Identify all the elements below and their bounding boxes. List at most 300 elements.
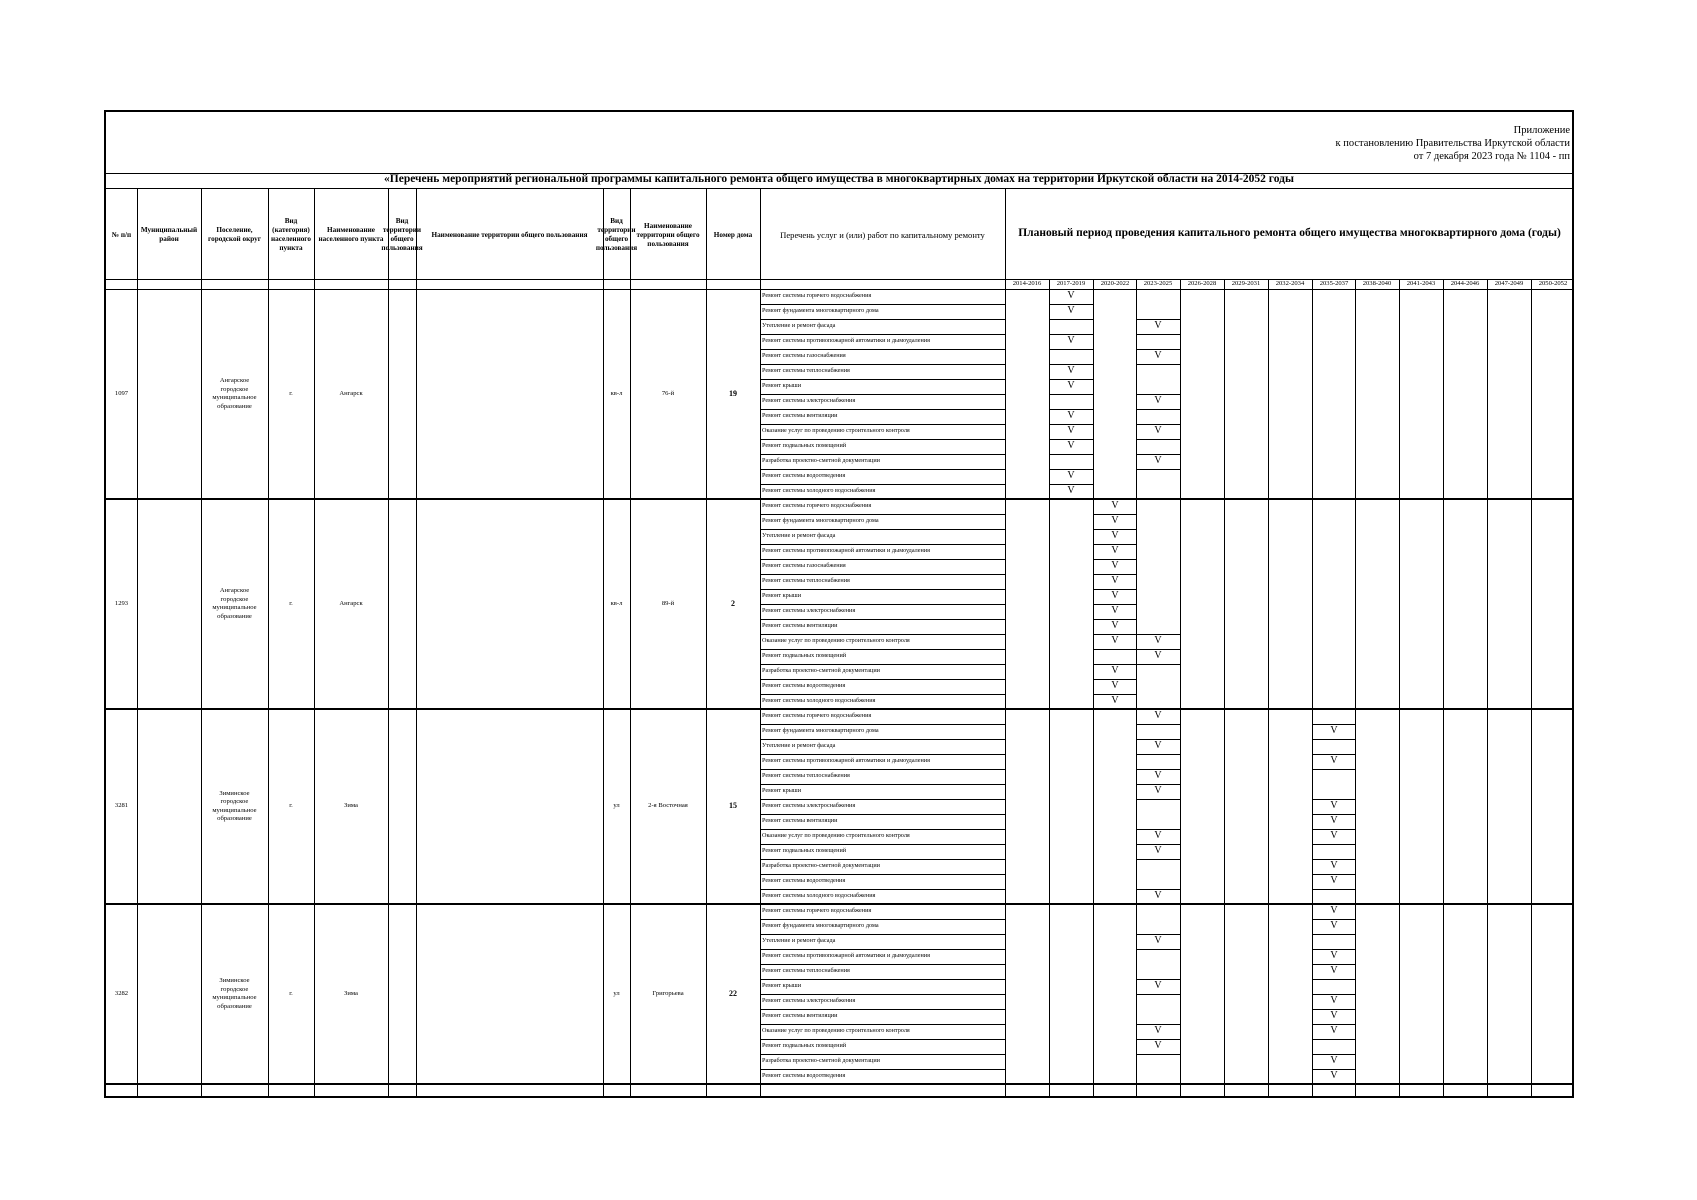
- work-row-rule: [760, 424, 1005, 425]
- period-mark: V: [1111, 545, 1119, 556]
- work-item: Утепление и ремонт фасада: [762, 937, 836, 944]
- work-item: Ремонт системы вентиляции: [762, 412, 838, 419]
- period-mark: V: [1154, 635, 1162, 646]
- work-item: Ремонт системы теплоснабжения: [762, 772, 850, 779]
- mark-rule: [1049, 289, 1093, 290]
- group-settlement: Зиминское городское муниципальное образование: [212, 789, 257, 822]
- work-row-rule: [760, 769, 1005, 770]
- mark-rule: [1312, 979, 1356, 980]
- mark-rule: [1312, 814, 1356, 815]
- period-mark: V: [1154, 740, 1162, 751]
- period-mark: V: [1330, 725, 1338, 736]
- work-row-rule: [760, 574, 1005, 575]
- period-column-rule: [1487, 279, 1488, 1096]
- group-street: 76-й: [661, 389, 675, 397]
- work-row-rule: [760, 1039, 1005, 1040]
- period-label: 2035-2037: [1319, 280, 1349, 287]
- group-settlement: Ангарское городское муниципальное образование: [212, 377, 257, 410]
- period-column-rule: [1180, 279, 1181, 1096]
- group-locality-type: г.: [289, 599, 293, 607]
- work-row-rule: [760, 1009, 1005, 1010]
- group-locality-type: г.: [289, 802, 293, 810]
- period-label: 2014-2016: [1012, 280, 1042, 287]
- mark-rule: [1136, 1054, 1180, 1055]
- mark-rule: [1049, 439, 1093, 440]
- work-row-rule: [760, 679, 1005, 680]
- mark-rule: [1093, 499, 1137, 500]
- period-mark: V: [1111, 605, 1119, 616]
- work-row-rule: [760, 1024, 1005, 1025]
- group-num: 3282: [114, 989, 129, 997]
- mark-rule: [1136, 1039, 1180, 1040]
- rule-header-top: [106, 188, 1572, 189]
- mark-rule: [1049, 409, 1093, 410]
- group-district: [137, 289, 201, 499]
- work-row-rule: [760, 439, 1005, 440]
- mark-rule: [1093, 634, 1137, 635]
- period-mark: V: [1111, 665, 1119, 676]
- period-mark: V: [1330, 815, 1338, 826]
- period-mark: V: [1067, 290, 1075, 301]
- work-item: Ремонт подвальных помещений: [762, 652, 847, 659]
- work-row-rule: [760, 664, 1005, 665]
- group-house: 15: [729, 801, 737, 811]
- period-column-rule: [1224, 279, 1225, 1096]
- work-row-rule: [760, 1054, 1005, 1055]
- mark-rule: [1312, 799, 1356, 800]
- mark-rule: [1093, 664, 1137, 665]
- work-item: Ремонт системы холодного водоснабжения: [762, 487, 876, 494]
- period-mark: V: [1067, 305, 1075, 316]
- mark-rule: [1093, 574, 1137, 575]
- work-row-rule: [760, 739, 1005, 740]
- period-mark: V: [1154, 710, 1162, 721]
- period-mark: V: [1330, 860, 1338, 871]
- period-label: 2029-2031: [1231, 280, 1261, 287]
- work-row-rule: [760, 469, 1005, 470]
- mark-rule: [1093, 589, 1137, 590]
- mark-rule: [1093, 604, 1137, 605]
- period-mark: V: [1154, 770, 1162, 781]
- work-row-rule: [760, 754, 1005, 755]
- column-rule: [1005, 188, 1006, 1096]
- mark-rule: [1136, 949, 1180, 950]
- work-row-rule: [760, 349, 1005, 350]
- work-row-rule: [760, 784, 1005, 785]
- group-locality: Ангарск: [339, 599, 363, 607]
- period-mark: V: [1154, 980, 1162, 991]
- period-label: 2038-2040: [1362, 280, 1392, 287]
- mark-rule: [1136, 454, 1180, 455]
- mark-rule: [1093, 514, 1137, 515]
- period-mark: V: [1111, 515, 1119, 526]
- mark-rule: [1093, 694, 1137, 695]
- group-locality: Ангарск: [339, 389, 363, 397]
- group-separator: [106, 1083, 1572, 1085]
- mark-rule: [1136, 829, 1180, 830]
- header-plan-period: Плановый период проведения капитального ремонта общего имущества многоквартирного дома (годы): [1018, 227, 1561, 239]
- header-num: № п/п: [111, 230, 132, 239]
- appendix-line-3: от 7 декабря 2023 года № 1104 - пп: [1413, 151, 1570, 162]
- period-mark: V: [1111, 680, 1119, 691]
- work-item: Оказание услуг по проведению строительного контроля: [762, 1027, 910, 1034]
- work-row-rule: [760, 484, 1005, 485]
- work-row-rule: [760, 364, 1005, 365]
- work-item: Ремонт фундамента многоквартирного дома: [762, 727, 879, 734]
- period-mark: V: [1330, 905, 1338, 916]
- work-item: Ремонт системы водоотведения: [762, 877, 846, 884]
- work-item: Ремонт крыши: [762, 982, 802, 989]
- period-mark: V: [1330, 755, 1338, 766]
- mark-rule: [1312, 889, 1356, 890]
- period-column-rule: [1531, 279, 1532, 1096]
- period-mark: V: [1154, 935, 1162, 946]
- mark-rule: [1049, 469, 1093, 470]
- period-mark: V: [1154, 785, 1162, 796]
- period-label: 2044-2046: [1450, 280, 1480, 287]
- mark-rule: [1049, 334, 1093, 335]
- work-row-rule: [760, 589, 1005, 590]
- work-row-rule: [760, 949, 1005, 950]
- work-item: Ремонт системы противопожарной автоматики и дымоудаления: [762, 757, 930, 764]
- work-item: Ремонт системы горячего водоснабжения: [762, 502, 872, 509]
- period-mark: V: [1111, 530, 1119, 541]
- mark-rule: [1136, 844, 1180, 845]
- work-row-rule: [760, 529, 1005, 530]
- work-item: Ремонт системы газоснабжения: [762, 562, 846, 569]
- work-item: Оказание услуг по проведению строительного контроля: [762, 637, 910, 644]
- group-street-type: кв-л: [610, 599, 623, 607]
- period-mark: V: [1330, 800, 1338, 811]
- work-row-rule: [760, 934, 1005, 935]
- period-label: 2050-2052: [1538, 280, 1568, 287]
- mark-rule: [1136, 979, 1180, 980]
- work-row-rule: [760, 994, 1005, 995]
- work-row-rule: [760, 979, 1005, 980]
- group-house: 22: [729, 988, 737, 998]
- mark-rule: [1136, 994, 1180, 995]
- mark-rule: [1312, 844, 1356, 845]
- work-row-rule: [760, 544, 1005, 545]
- period-label: 2020-2022: [1100, 280, 1130, 287]
- group-street-type: кв-л: [610, 389, 623, 397]
- work-item: Ремонт системы электроснабжения: [762, 397, 856, 404]
- mark-rule: [1312, 769, 1356, 770]
- period-mark: V: [1330, 995, 1338, 1006]
- mark-rule: [1312, 724, 1356, 725]
- mark-rule: [1093, 529, 1137, 530]
- period-label: 2047-2049: [1494, 280, 1524, 287]
- mark-rule: [1049, 394, 1093, 395]
- period-column-rule: [1443, 279, 1444, 1096]
- group-territory: [416, 904, 603, 1084]
- register-table: [104, 110, 1574, 1098]
- period-mark: V: [1154, 1025, 1162, 1036]
- mark-rule: [1136, 784, 1180, 785]
- mark-rule: [1312, 1054, 1356, 1055]
- group-num: 1293: [114, 599, 129, 607]
- group-territory-type: [388, 709, 416, 904]
- appendix-line-1: Приложение: [1513, 125, 1570, 136]
- mark-rule: [1136, 724, 1180, 725]
- work-row-rule: [760, 649, 1005, 650]
- work-item: Ремонт системы водоотведения: [762, 682, 846, 689]
- period-mark: V: [1154, 425, 1162, 436]
- work-row-rule: [760, 319, 1005, 320]
- work-row-rule: [760, 799, 1005, 800]
- work-row-rule: [760, 559, 1005, 560]
- work-item: Ремонт подвальных помещений: [762, 1042, 847, 1049]
- group-district: [137, 904, 201, 1084]
- mark-rule: [1312, 949, 1356, 950]
- mark-rule: [1312, 1069, 1356, 1070]
- work-item: Ремонт системы электроснабжения: [762, 802, 856, 809]
- work-item: Утепление и ремонт фасада: [762, 742, 836, 749]
- period-mark: V: [1111, 590, 1119, 601]
- period-mark: V: [1154, 830, 1162, 841]
- period-mark: V: [1067, 440, 1075, 451]
- mark-rule: [1136, 934, 1180, 935]
- period-mark: V: [1067, 365, 1075, 376]
- period-mark: V: [1111, 635, 1119, 646]
- period-label: 2017-2019: [1056, 280, 1086, 287]
- group-district: [137, 709, 201, 904]
- header-street-name: Наименование территории общего пользования: [636, 221, 700, 248]
- mark-rule: [1049, 454, 1093, 455]
- work-item: Ремонт системы водоотведения: [762, 1072, 846, 1079]
- work-row-rule: [760, 919, 1005, 920]
- group-street-type: ул: [613, 989, 620, 997]
- header-street-type: Вид территории общего пользования: [595, 217, 638, 252]
- period-mark: V: [1154, 320, 1162, 331]
- work-row-rule: [760, 304, 1005, 305]
- work-row-rule: [760, 724, 1005, 725]
- work-item: Ремонт системы теплоснабжения: [762, 577, 850, 584]
- work-row-rule: [760, 889, 1005, 890]
- period-mark: V: [1330, 950, 1338, 961]
- work-item: Утепление и ремонт фасада: [762, 322, 836, 329]
- mark-rule: [1136, 364, 1180, 365]
- period-mark: V: [1111, 500, 1119, 511]
- period-label: 2032-2034: [1275, 280, 1305, 287]
- mark-rule: [1136, 634, 1180, 635]
- group-territory-type: [388, 289, 416, 499]
- period-label: 2041-2043: [1406, 280, 1436, 287]
- header-district: Муниципальный район: [140, 226, 198, 243]
- group-street-type: ул: [613, 802, 620, 810]
- period-mark: V: [1067, 335, 1075, 346]
- mark-rule: [1136, 799, 1180, 800]
- work-row-rule: [760, 514, 1005, 515]
- work-item: Ремонт крыши: [762, 382, 802, 389]
- mark-rule: [1049, 424, 1093, 425]
- mark-rule: [1136, 739, 1180, 740]
- period-mark: V: [1154, 650, 1162, 661]
- period-mark: V: [1330, 875, 1338, 886]
- header-locality-type: Вид (категория) населенного пункта: [271, 217, 311, 252]
- mark-rule: [1136, 394, 1180, 395]
- work-item: Ремонт системы холодного водоснабжения: [762, 697, 876, 704]
- work-item: Ремонт системы противопожарной автоматики и дымоудаления: [762, 952, 930, 959]
- mark-rule: [1136, 439, 1180, 440]
- work-row-rule: [760, 634, 1005, 635]
- period-mark: V: [1067, 470, 1075, 481]
- mark-rule: [1136, 664, 1180, 665]
- period-mark: V: [1330, 1055, 1338, 1066]
- mark-rule: [1049, 319, 1093, 320]
- group-num: 3281: [114, 802, 129, 810]
- work-item: Ремонт системы вентиляции: [762, 817, 838, 824]
- work-row-rule: [760, 859, 1005, 860]
- mark-rule: [1312, 859, 1356, 860]
- period-mark: V: [1154, 455, 1162, 466]
- group-num: 1097: [114, 389, 129, 397]
- period-mark: V: [1067, 485, 1075, 496]
- period-mark: V: [1154, 890, 1162, 901]
- period-mark: V: [1111, 620, 1119, 631]
- header-works: Перечень услуг и (или) работ по капитальному ремонту: [780, 229, 985, 240]
- work-item: Разработка проектно-сметной документации: [762, 1057, 880, 1064]
- mark-rule: [1136, 424, 1180, 425]
- mark-rule: [1312, 1024, 1356, 1025]
- period-column-rule: [1268, 279, 1269, 1096]
- mark-rule: [1312, 754, 1356, 755]
- period-label: 2026-2028: [1187, 280, 1217, 287]
- mark-rule: [1136, 769, 1180, 770]
- mark-rule: [1136, 1024, 1180, 1025]
- work-item: Ремонт фундамента многоквартирного дома: [762, 517, 879, 524]
- mark-rule: [1049, 364, 1093, 365]
- period-mark: V: [1154, 350, 1162, 361]
- work-item: Разработка проектно-сметной документации: [762, 457, 880, 464]
- work-item: Ремонт системы горячего водоснабжения: [762, 712, 872, 719]
- mark-rule: [1136, 649, 1180, 650]
- group-territory: [416, 499, 603, 709]
- group-settlement: Ангарское городское муниципальное образование: [212, 587, 257, 620]
- mark-rule: [1312, 964, 1356, 965]
- work-item: Ремонт крыши: [762, 787, 802, 794]
- group-territory: [416, 709, 603, 904]
- work-item: Ремонт системы электроснабжения: [762, 607, 856, 614]
- mark-rule: [1312, 919, 1356, 920]
- work-item: Ремонт системы теплоснабжения: [762, 367, 850, 374]
- work-item: Ремонт системы вентиляции: [762, 622, 838, 629]
- mark-rule: [1093, 679, 1137, 680]
- mark-rule: [1093, 619, 1137, 620]
- mark-rule: [1136, 409, 1180, 410]
- header-settlement: Поселение, городской округ: [208, 226, 261, 243]
- work-item: Ремонт системы водоотведения: [762, 472, 846, 479]
- group-locality: Зима: [344, 802, 358, 810]
- work-row-rule: [760, 964, 1005, 965]
- period-mark: V: [1330, 965, 1338, 976]
- period-mark: V: [1111, 575, 1119, 586]
- group-district: [137, 499, 201, 709]
- work-item: Ремонт системы холодного водоснабжения: [762, 892, 876, 899]
- group-locality: Зима: [344, 989, 358, 997]
- mark-rule: [1136, 334, 1180, 335]
- period-mark: V: [1111, 560, 1119, 571]
- document-title: «Перечень мероприятий региональной программы капитального ремонта общего имущества в многоквартирных домах на территории Иркутской области на 2014-2052 годы: [384, 173, 1294, 185]
- group-territory-type: [388, 499, 416, 709]
- mark-rule: [1312, 934, 1356, 935]
- mark-rule: [1312, 874, 1356, 875]
- mark-rule: [1312, 829, 1356, 830]
- work-item: Ремонт подвальных помещений: [762, 847, 847, 854]
- mark-rule: [1093, 649, 1137, 650]
- rule-title-top: [106, 173, 1572, 174]
- work-item: Разработка проектно-сметной документации: [762, 862, 880, 869]
- work-row-rule: [760, 409, 1005, 410]
- work-row-rule: [760, 814, 1005, 815]
- header-locality-name: Наименование населенного пункта: [318, 226, 384, 243]
- work-row-rule: [760, 604, 1005, 605]
- work-item: Ремонт подвальных помещений: [762, 442, 847, 449]
- work-row-rule: [760, 1069, 1005, 1070]
- header-house: Номер дома: [713, 230, 753, 239]
- work-item: Ремонт системы газоснабжения: [762, 352, 846, 359]
- work-item: Оказание услуг по проведению строительного контроля: [762, 832, 910, 839]
- work-row-rule: [760, 694, 1005, 695]
- mark-rule: [1049, 379, 1093, 380]
- work-item: Ремонт системы электроснабжения: [762, 997, 856, 1004]
- period-mark: V: [1067, 410, 1075, 421]
- work-row-rule: [760, 829, 1005, 830]
- mark-rule: [1136, 319, 1180, 320]
- group-territory: [416, 289, 603, 499]
- period-column-rule: [1399, 279, 1400, 1096]
- group-house: 19: [729, 388, 737, 398]
- work-item: Ремонт системы противопожарной автоматики и дымоудаления: [762, 337, 930, 344]
- period-column-rule: [1049, 279, 1050, 1096]
- mark-rule: [1136, 709, 1180, 710]
- work-item: Ремонт фундамента многоквартирного дома: [762, 307, 879, 314]
- period-mark: V: [1154, 1040, 1162, 1051]
- mark-rule: [1312, 1039, 1356, 1040]
- period-mark: V: [1330, 830, 1338, 841]
- work-row-rule: [760, 379, 1005, 380]
- mark-rule: [1136, 349, 1180, 350]
- period-mark: V: [1330, 920, 1338, 931]
- group-street: 2-я Восточная: [648, 802, 688, 810]
- work-row-rule: [760, 844, 1005, 845]
- header-territory-name: Наименование территории общего пользования: [431, 230, 588, 239]
- work-row-rule: [760, 394, 1005, 395]
- period-mark: V: [1330, 1025, 1338, 1036]
- work-row-rule: [760, 874, 1005, 875]
- mark-rule: [1093, 559, 1137, 560]
- group-street: Григорьева: [652, 989, 684, 997]
- group-house: 2: [731, 598, 735, 608]
- work-row-rule: [760, 334, 1005, 335]
- work-item: Разработка проектно-сметной документации: [762, 667, 880, 674]
- work-row-rule: [760, 619, 1005, 620]
- period-mark: V: [1067, 380, 1075, 391]
- mark-rule: [1312, 739, 1356, 740]
- period-mark: V: [1330, 1070, 1338, 1081]
- work-item: Оказание услуг по проведению строительного контроля: [762, 427, 910, 434]
- work-item: Ремонт системы теплоснабжения: [762, 967, 850, 974]
- period-label: 2023-2025: [1143, 280, 1173, 287]
- group-locality-type: г.: [289, 389, 293, 397]
- work-row-rule: [760, 454, 1005, 455]
- work-item: Ремонт системы горячего водоснабжения: [762, 907, 872, 914]
- work-item: Утепление и ремонт фасада: [762, 532, 836, 539]
- period-mark: V: [1154, 845, 1162, 856]
- mark-rule: [1049, 484, 1093, 485]
- group-locality-type: г.: [289, 989, 293, 997]
- work-item: Ремонт системы противопожарной автоматики и дымоудаления: [762, 547, 930, 554]
